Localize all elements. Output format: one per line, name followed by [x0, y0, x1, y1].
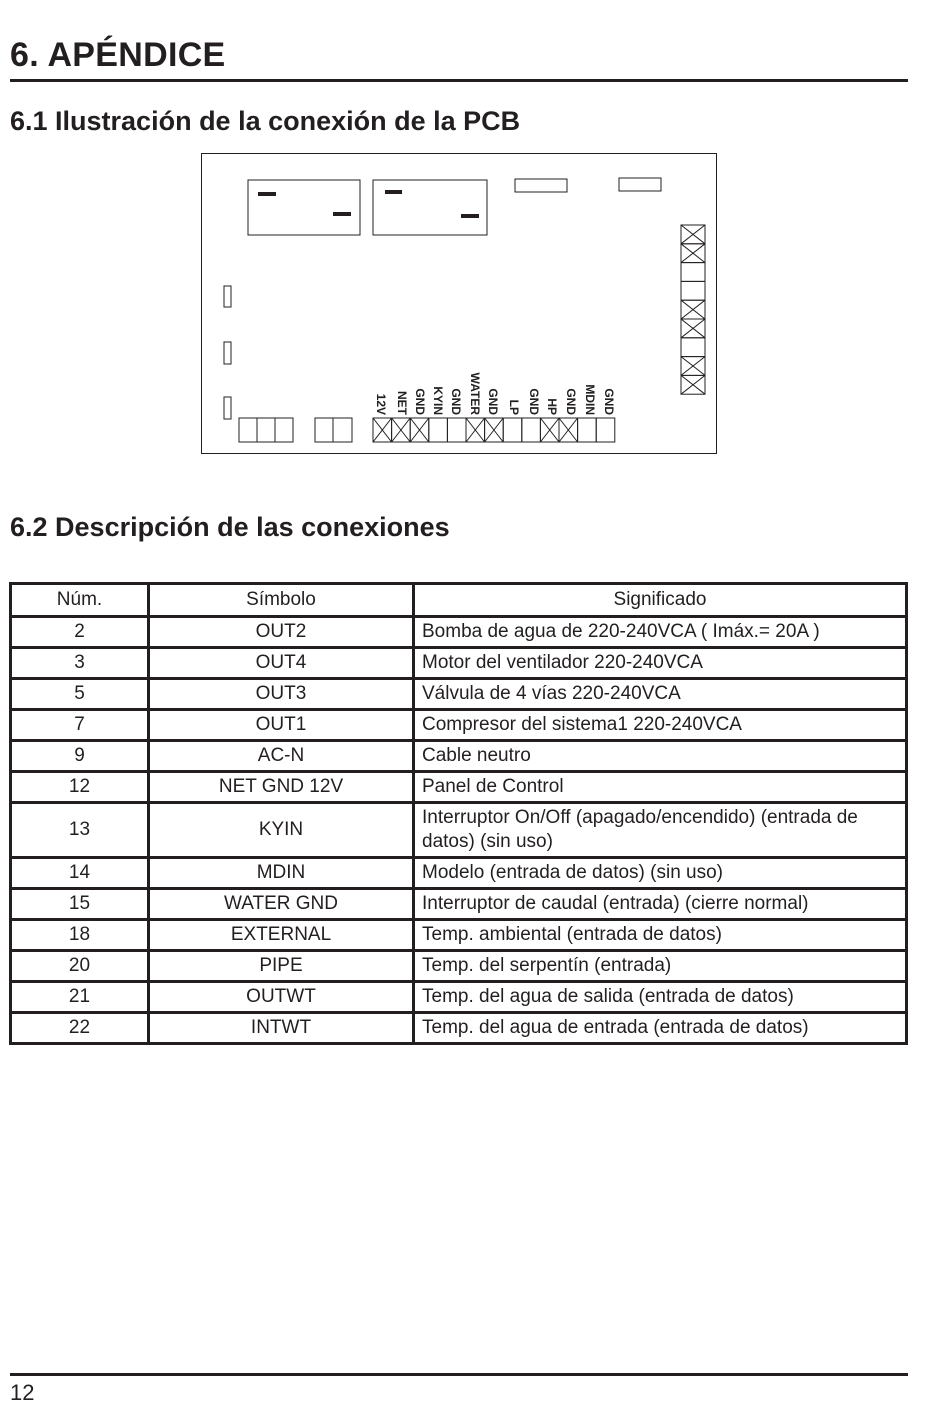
cell-symbol: MDIN	[149, 858, 414, 889]
cell-symbol: AC-N	[149, 741, 414, 772]
table-row	[11, 920, 907, 951]
table-row	[11, 982, 907, 1013]
pcb-left-connector-3	[224, 397, 231, 419]
section-pcb-title: 6.1 Ilustración de la conexión de la PCB	[10, 106, 521, 136]
cell-num: 2	[11, 617, 149, 648]
cell-symbol: NET GND 12V	[149, 772, 414, 803]
table-row	[11, 803, 907, 858]
pcb-terminal-label: HP	[545, 398, 559, 415]
table-row	[11, 951, 907, 982]
pcb-terminal-label: GND	[564, 388, 578, 415]
pcb-terminal-label: GND	[527, 388, 541, 415]
pcb-terminal-label: KYIN	[431, 386, 445, 415]
pcb-right-terminal	[681, 338, 705, 357]
pcb-relay-1-pin-b	[333, 212, 351, 216]
table-row	[11, 617, 907, 648]
cell-num: 3	[11, 648, 149, 679]
pcb-relay-1-pin-a	[258, 192, 276, 196]
table-row	[11, 679, 907, 710]
pcb-left-connector-1	[224, 286, 231, 307]
cell-meaning: Modelo (entrada de datos) (sin uso)	[414, 858, 907, 889]
cell-num: 14	[11, 858, 149, 889]
cell-meaning: Temp. del serpentín (entrada)	[414, 951, 907, 982]
table-row	[11, 710, 907, 741]
footer-rule	[10, 1373, 908, 1376]
cell-meaning: Cable neutro	[414, 741, 907, 772]
heading-rule	[10, 79, 908, 82]
pcb-relay-1	[248, 180, 360, 235]
table-row	[11, 858, 907, 889]
cell-num: 12	[11, 772, 149, 803]
pcb-bottom-terminal	[429, 418, 448, 442]
pcb-terminal-label: LP	[507, 399, 521, 415]
cell-meaning: Bomba de agua de 220-240VCA ( Imáx.= 20A )	[414, 617, 907, 648]
pcb-terminal-label: GND	[486, 388, 500, 415]
pcb-bottom-block-1	[239, 418, 293, 442]
pcb-right-terminal-strip	[681, 225, 705, 394]
pcb-right-terminal	[681, 281, 705, 300]
pcb-terminal-label: NET	[395, 391, 409, 415]
pcb-terminal-labels	[374, 373, 616, 416]
pcb-relay-2-pin-a	[385, 190, 402, 194]
table-row	[11, 1013, 907, 1044]
cell-meaning: Válvula de 4 vías 220-240VCA	[414, 679, 907, 710]
pcb-top-connector-1	[515, 179, 567, 192]
cell-meaning: Temp. del agua de entrada (entrada de datos)	[414, 1013, 907, 1044]
pcb-terminal-label: GND	[449, 388, 463, 415]
cell-num: 21	[11, 982, 149, 1013]
cell-symbol: EXTERNAL	[149, 920, 414, 951]
pcb-terminal-label: MDIN	[583, 384, 597, 415]
section-table-title: 6.2 Descripción de las conexiones	[10, 512, 450, 542]
pcb-terminal-label: GND	[602, 388, 616, 415]
page-heading: 6. APÉNDICE	[10, 36, 226, 74]
table-row	[11, 741, 907, 772]
pcb-bottom-terminal	[522, 418, 541, 442]
cell-symbol: OUTWT	[149, 982, 414, 1013]
cell-meaning: Temp. ambiental (entrada de datos)	[414, 920, 907, 951]
pcb-diagram	[201, 153, 717, 454]
table-row	[11, 648, 907, 679]
cell-num: 13	[11, 803, 149, 858]
page-number: 12	[10, 1380, 35, 1405]
cell-num: 7	[11, 710, 149, 741]
pcb-terminal-label: GND	[413, 388, 427, 415]
pcb-bottom-terminal	[596, 418, 615, 442]
cell-num: 9	[11, 741, 149, 772]
cell-symbol: OUT4	[149, 648, 414, 679]
pcb-bottom-terminal	[578, 418, 597, 442]
pcb-relay-2-pin-b	[461, 214, 479, 218]
cell-meaning: Motor del ventilador 220-240VCA	[414, 648, 907, 679]
cell-meaning: Interruptor On/Off (apagado/encendido) (entrada de datos) (sin uso)	[414, 803, 907, 858]
connections-table	[9, 582, 908, 1045]
pcb-top-connector-2	[619, 178, 661, 191]
cell-num: 18	[11, 920, 149, 951]
cell-symbol: KYIN	[149, 803, 414, 858]
cell-symbol: WATER GND	[149, 889, 414, 920]
cell-num: 15	[11, 889, 149, 920]
pcb-right-terminal	[681, 263, 705, 282]
table-header-row	[11, 584, 907, 617]
pcb-bottom-terminal-strip	[373, 418, 615, 442]
cell-meaning: Panel de Control	[414, 772, 907, 803]
pcb-relay-2	[373, 180, 487, 235]
cell-meaning: Interruptor de caudal (entrada) (cierre normal)	[414, 889, 907, 920]
cell-meaning: Temp. del agua de salida (entrada de datos)	[414, 982, 907, 1013]
cell-num: 22	[11, 1013, 149, 1044]
header-meaning: Significado	[414, 584, 907, 617]
cell-symbol: OUT3	[149, 679, 414, 710]
cell-num: 20	[11, 951, 149, 982]
cell-num: 5	[11, 679, 149, 710]
cell-symbol: INTWT	[149, 1013, 414, 1044]
pcb-terminal-label: WATER	[468, 372, 482, 415]
header-symbol: Símbolo	[149, 584, 414, 617]
cell-symbol: PIPE	[149, 951, 414, 982]
cell-symbol: OUT2	[149, 617, 414, 648]
cell-symbol: OUT1	[149, 710, 414, 741]
pcb-bottom-terminal	[503, 418, 522, 442]
table-row	[11, 772, 907, 803]
header-num: Núm.	[11, 584, 149, 617]
pcb-bottom-terminal	[447, 418, 466, 442]
pcb-terminal-label: 12V	[374, 393, 388, 415]
cell-meaning: Compresor del sistema1 220-240VCA	[414, 710, 907, 741]
table-row	[11, 889, 907, 920]
pcb-left-connector-2	[224, 342, 231, 364]
